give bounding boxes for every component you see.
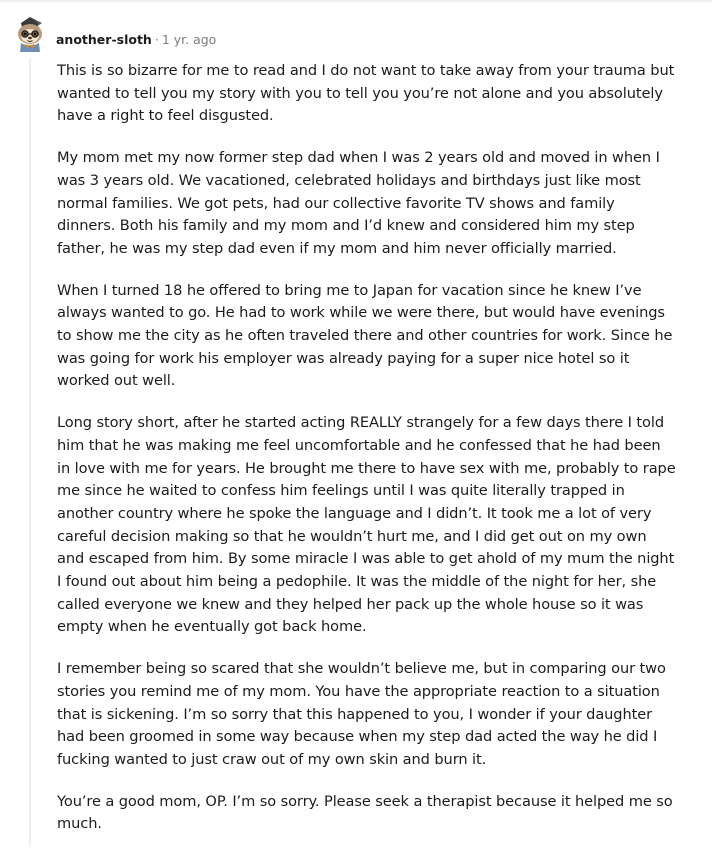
comment-paragraph: This is so bizarre for me to read and I do not want to take away from your trauma but wanted to tell you my story with you to tell you you’re not alone and you absolutely have a right to feel disgusted. [57, 62, 675, 125]
comment-paragraph: My mom met my now former step dad when I was 2 years old and moved in when I was 3 years old. We vacationed, celebrated holidays and birthdays just like most normal families. We got pets, had our collective favorite TV shows and family dinners. Both his family and my mom and I’d knew and considered him my step father, he was my step dad even if my mom and him never officially married. [57, 149, 660, 257]
comment-paragraph: When I turned 18 he offered to bring me to Japan for vacation since he knew I’ve always wanted to go. He had to work while we were there, but would have evenings to show me the city as he often traveled there and other countries for work. Since he was going for work his employer was already paying for a super nice hotel so it worked out well. [57, 281, 673, 390]
comment-body [57, 60, 677, 855]
comment-paragraph: Long story short, after he started acting REALLY strangely for a few days there I told him that he was making me feel uncomfortable and he confessed that he had been in love with me for years. He brought me there to have sex with me, probably to rape me since he waited to confess him feelings until I was quite literally trapped in another country where he spoke the language and I didn’t. It took me a lot of very careful decision making so that he wouldn’t hurt me, and I did get out on my own and escaped from him. By some miracle I was able to get ahold of my mum the night I found out about him being a pedophile. It was the middle of the night for her, she called everyone we knew and they helped her pack up the whole house so it was empty when he eventually got back home. [57, 414, 676, 636]
sloth-snoo-avatar-icon[interactable] [12, 14, 48, 54]
comment-paragraph: I remember being so scared that she wouldn’t believe me, but in comparing our two stories you remind me of my mom. You have the appropriate reaction to a situation that is sickening. I’m so sorry that this happened to you, I wonder if your daughter had been groomed in some way because when my step dad acted the way he did I fucking wanted to just craw out of my own skin and burn it. [57, 660, 666, 768]
avatar-graphic [12, 14, 48, 54]
comment-timestamp[interactable]: 1 yr. ago [161, 32, 217, 47]
meta-separator: · [154, 32, 159, 47]
author-name[interactable]: another-sloth [56, 32, 152, 47]
comment-paragraph: You’re a good mom, OP. I’m so sorry. Please seek a therapist because it helped me so much. [57, 792, 673, 833]
comment-meta [56, 31, 216, 49]
thread-line[interactable] [29, 58, 31, 847]
